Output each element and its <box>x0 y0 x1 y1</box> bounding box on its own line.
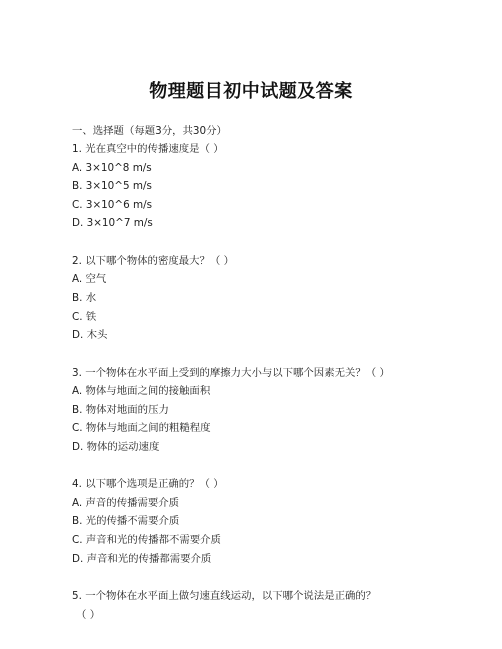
option-b: B. 光的传播不需要介质 <box>72 515 180 528</box>
option-c: C. 声音和光的传播都不需要介质 <box>72 534 221 547</box>
option-b: B. 水 <box>72 291 97 304</box>
question-stem: 4. 以下哪个选项是正确的？（ ） <box>72 478 224 491</box>
question-stem-continuation: （ ） <box>76 608 101 621</box>
question-stem: 3. 一个物体在水平面上受到的摩擦力大小与以下哪个因素无关？（ ） <box>72 366 390 379</box>
document-title: 物理题目初中试题及答案 <box>149 81 353 102</box>
section-heading: 一、选择题（每题3分，共30分） <box>72 125 227 137</box>
question-stem: 5. 一个物体在水平面上做匀速直线运动，以下哪个说法是正确的？ <box>72 590 377 603</box>
question-1 <box>72 140 452 233</box>
document-body <box>72 123 452 624</box>
question-stem: 1. 光在真空中的传播速度是（ ） <box>72 143 224 155</box>
option-d: D. 声音和光的传播都需要介质 <box>72 552 212 565</box>
question-spacer <box>72 233 452 252</box>
question-4 <box>72 475 452 568</box>
option-d: D. 木头 <box>72 329 108 342</box>
option-b: B. 3×10^5 m/s <box>72 180 152 193</box>
option-d: D. 物体的运动速度 <box>72 440 160 453</box>
option-a: A. 物体与地面之间的接触面积 <box>72 385 211 398</box>
question-spacer <box>72 345 452 364</box>
question-5 <box>72 587 452 624</box>
option-a: A. 声音的传播需要介质 <box>72 496 180 509</box>
option-d: D. 3×10^7 m/s <box>72 217 153 230</box>
option-c: C. 3×10^6 m/s <box>72 198 153 211</box>
option-c: C. 铁 <box>72 310 97 323</box>
question-2 <box>72 252 452 345</box>
option-b: B. 物体对地面的压力 <box>72 403 169 416</box>
option-a: A. 3×10^8 m/s <box>72 161 152 174</box>
question-stem: 2. 以下哪个物体的密度最大？（ ） <box>72 254 234 267</box>
question-3 <box>72 364 452 457</box>
question-spacer <box>72 457 452 476</box>
option-c: C. 物体与地面之间的粗糙程度 <box>72 422 211 435</box>
option-a: A. 空气 <box>72 273 107 286</box>
question-spacer <box>72 568 452 587</box>
